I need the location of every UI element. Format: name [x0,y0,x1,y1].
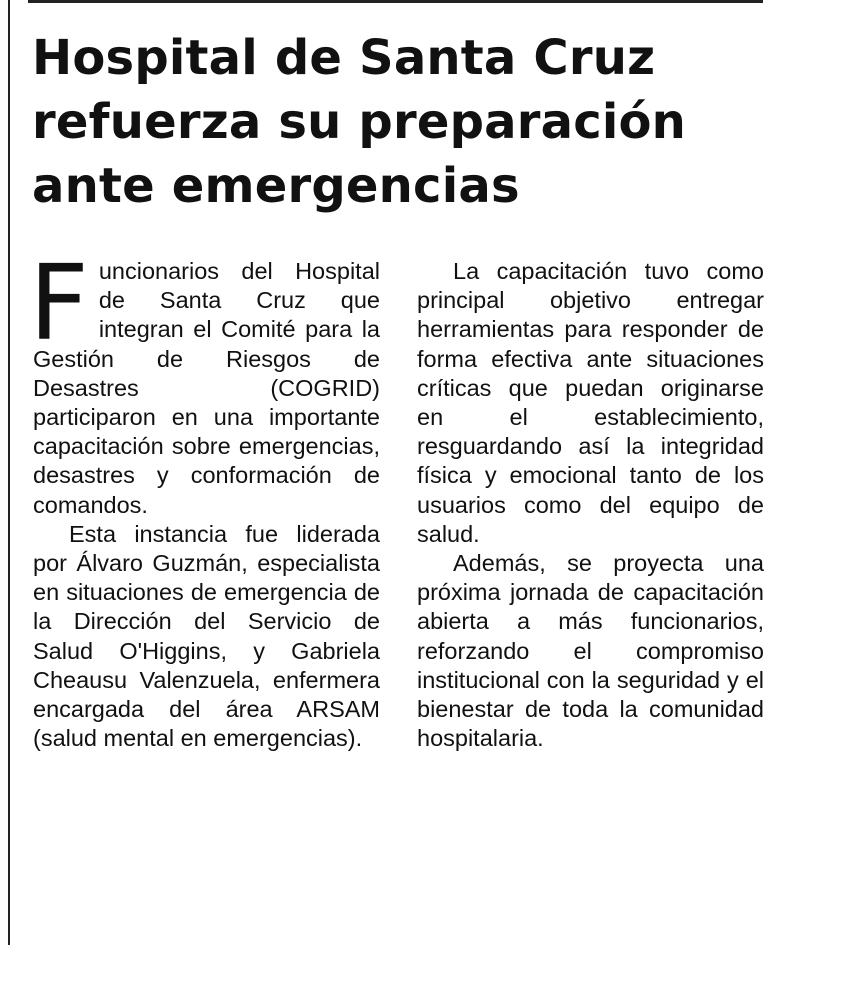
article-paragraph-1 [29,242,380,520]
drop-cap: F [29,242,89,364]
left-column-rule [8,0,10,945]
article-headline: Hospital de Santa Cruz refuerza su preparación ante emergencias [32,30,687,214]
article-paragraph-3: La capacitación tuvo como principal objetivo entregar herramientas para responder de forma efectiva ante situaciones críticas que puedan originarse en el establecimiento, resguardando así la integridad física y emocional tanto de los usuarios como del equipo de salud. [417,258,764,547]
paragraph-1-text: uncionarios del Hospital de Santa Cruz que integran el Comité para la Gestión de Riesgos de Desastres (COGRID) participaron en una importante capacitación sobre emergencias, desastres y conformación de comandos. [33,258,380,518]
article-column-right [417,257,764,753]
top-rule [28,0,763,3]
article-paragraph-2: Esta instancia fue liderada por Álvaro Guzmán, especialista en situaciones de emergencia de la Dirección del Servicio de Salud O'Higgins, y Gabriela Cheausu Valenzuela, enfermera encargada del área ARSAM (salud mental en emergencias). [33,520,380,752]
article-paragraph-4: Además, se proyecta una próxima jornada de capacitación abierta a más funcionarios, reforzando el compromiso institucional con la seguridad y el bienestar de toda la comunidad hospitalaria. [417,550,764,752]
article-column-left [29,242,380,753]
